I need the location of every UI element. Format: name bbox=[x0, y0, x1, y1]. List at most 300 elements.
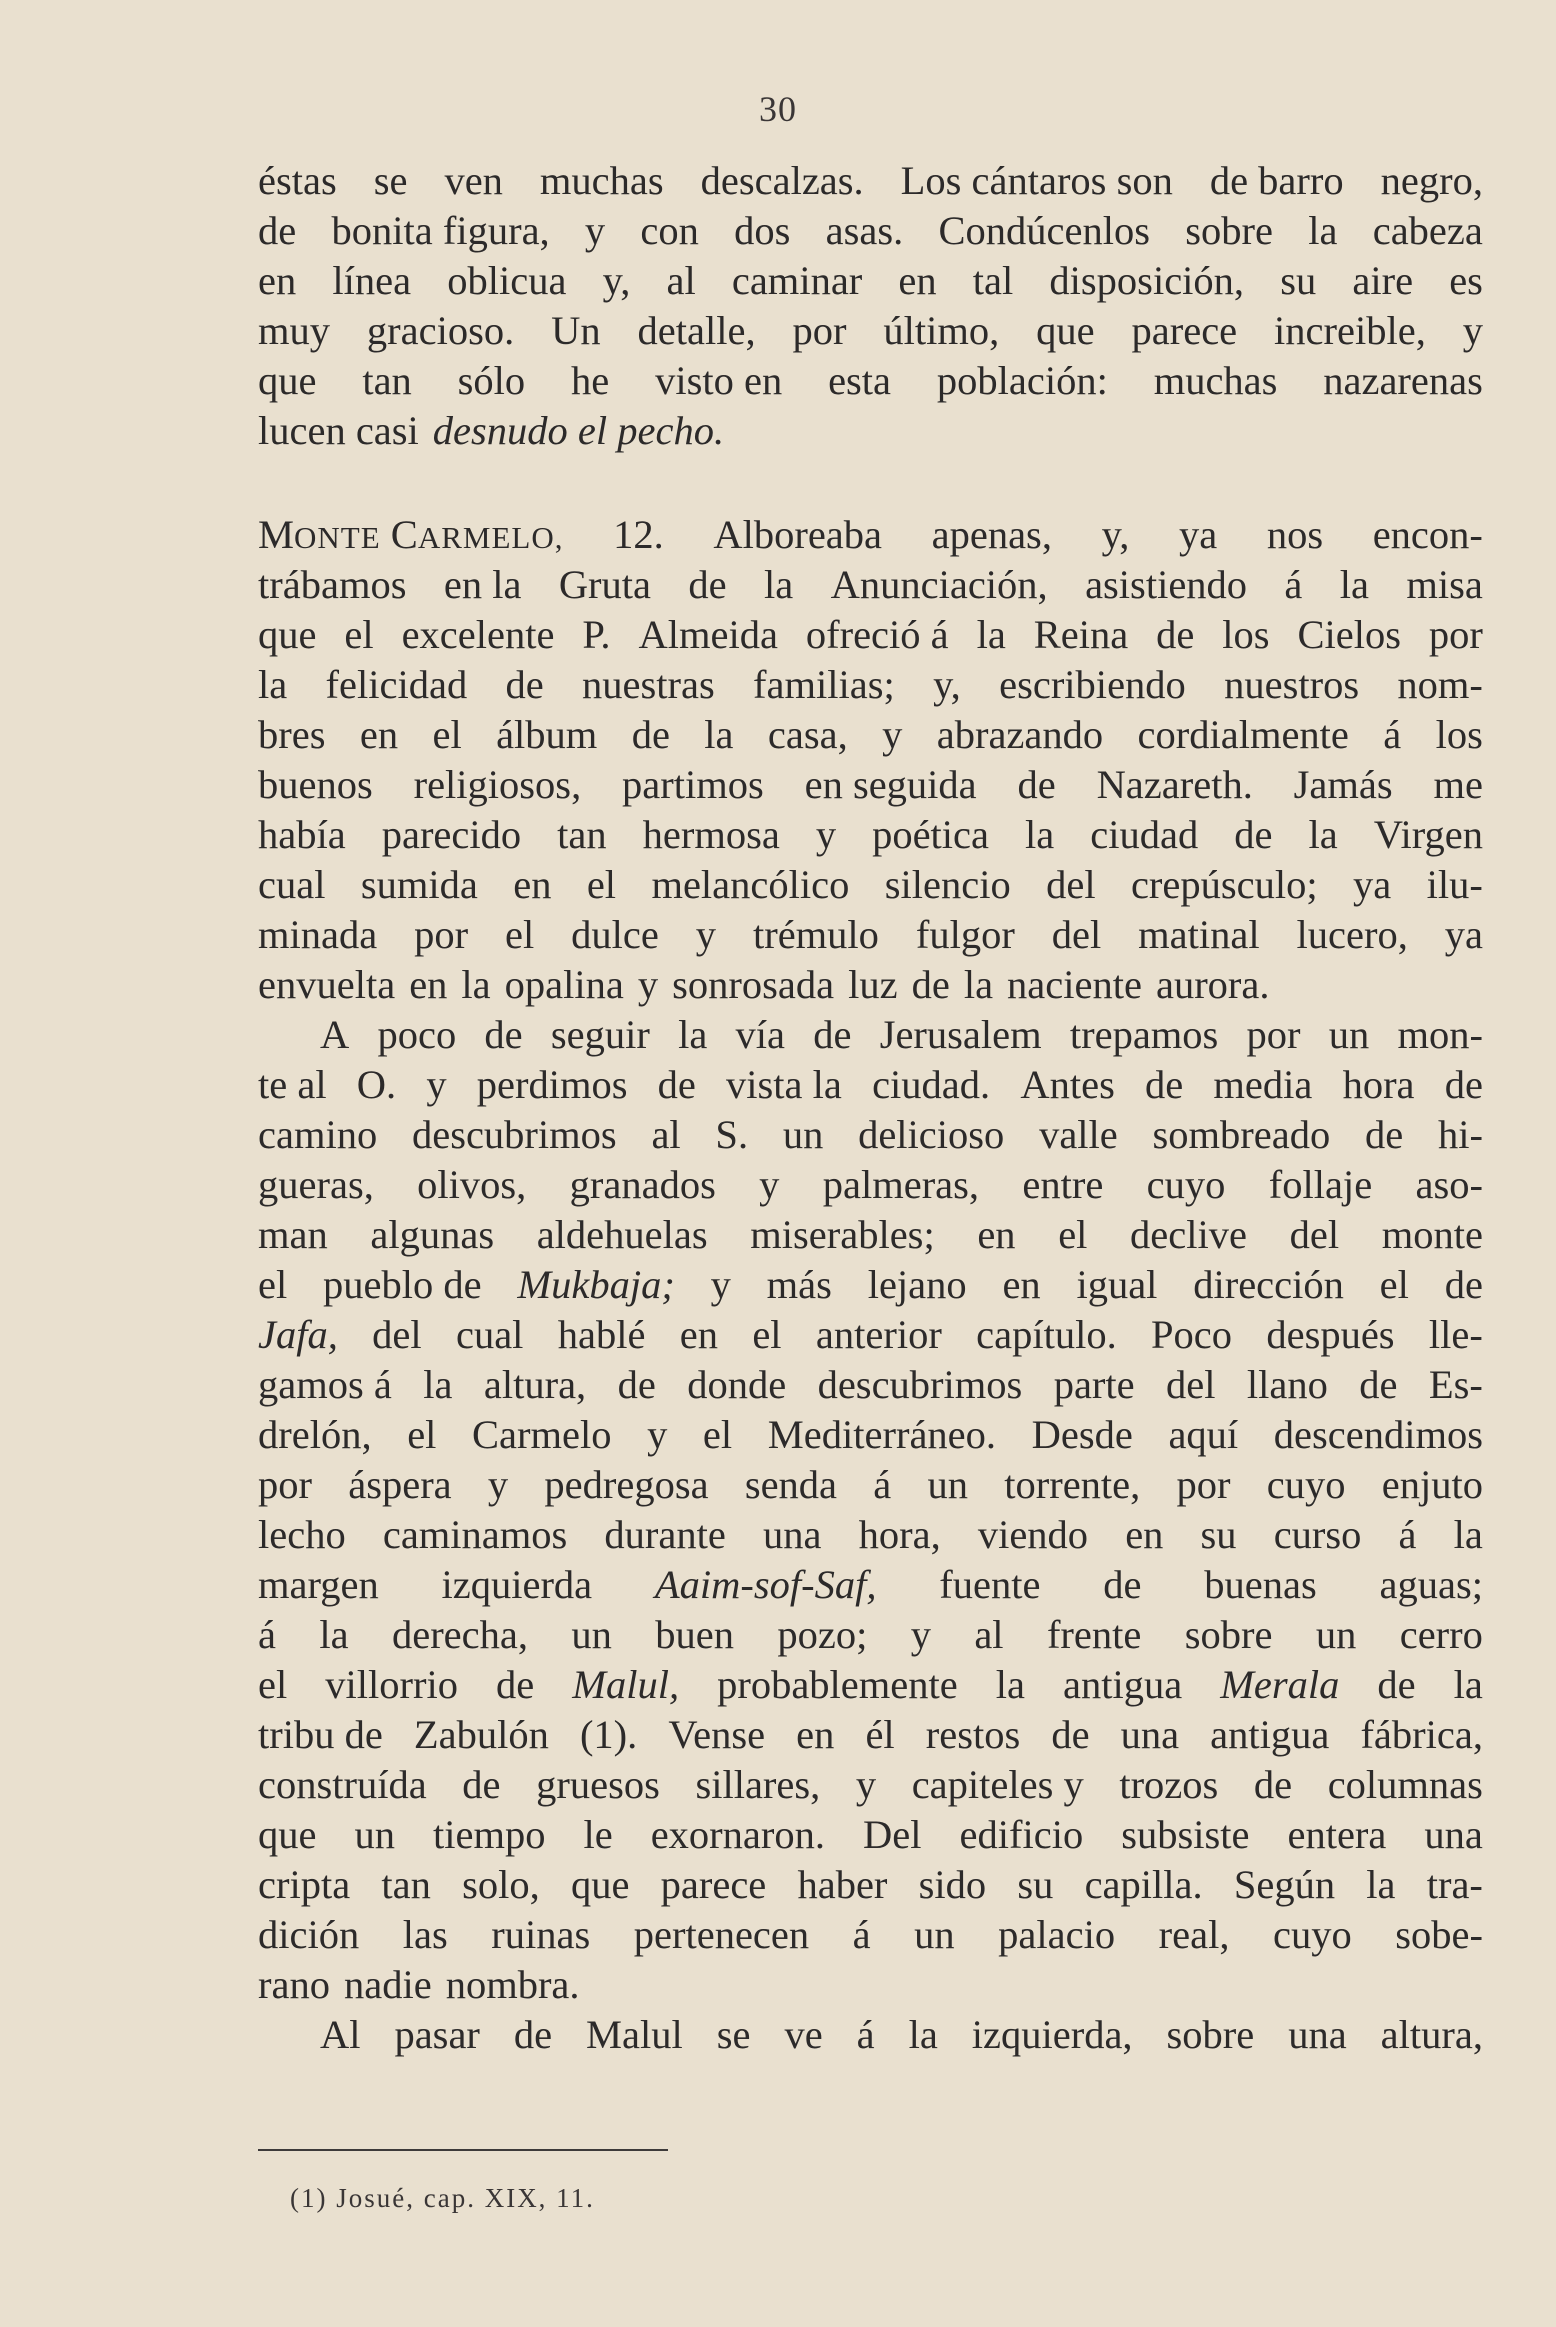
word: A bbox=[320, 1012, 350, 1057]
word: cordialmente bbox=[1137, 712, 1349, 757]
word: con bbox=[640, 208, 699, 253]
word: columnas bbox=[1327, 1762, 1483, 1807]
text-line bbox=[258, 1960, 1483, 2010]
word: margen bbox=[258, 1562, 379, 1607]
body-text bbox=[258, 156, 1483, 2060]
word: tan bbox=[362, 358, 412, 403]
word: entera bbox=[1287, 1812, 1387, 1857]
word: descubrimos bbox=[817, 1362, 1023, 1407]
word: un bbox=[1315, 1612, 1357, 1657]
word: y bbox=[815, 812, 837, 857]
word: parecido bbox=[381, 812, 522, 857]
word: en bbox=[796, 1712, 835, 1757]
word: del bbox=[372, 1312, 422, 1357]
word: trábamos bbox=[258, 562, 407, 607]
word: cuyo bbox=[1146, 1162, 1226, 1207]
word: Alboreaba bbox=[713, 512, 882, 557]
word: una bbox=[1120, 1712, 1180, 1757]
word: abrazando bbox=[936, 712, 1104, 757]
word: y bbox=[426, 1062, 447, 1107]
word: Mukbaja; bbox=[517, 1262, 675, 1307]
text-line bbox=[258, 660, 1483, 710]
footnote-divider bbox=[258, 2149, 668, 2151]
word: que bbox=[258, 1812, 317, 1857]
word: bres bbox=[258, 712, 326, 757]
text-line bbox=[258, 610, 1483, 660]
word: gamos á bbox=[258, 1362, 392, 1407]
word: la bbox=[1453, 1512, 1483, 1557]
text-line bbox=[258, 1460, 1483, 1510]
word: entre bbox=[1022, 1162, 1104, 1207]
text-line bbox=[258, 510, 1483, 560]
word: la bbox=[704, 712, 734, 757]
word: capítulo. bbox=[976, 1312, 1117, 1357]
word: por bbox=[258, 1462, 312, 1507]
text-line bbox=[258, 1410, 1483, 1460]
word: cuyo bbox=[1266, 1462, 1346, 1507]
word: de bbox=[505, 662, 544, 707]
word: curso bbox=[1273, 1512, 1362, 1557]
word: delicioso bbox=[858, 1112, 1005, 1157]
word: de bbox=[1444, 1062, 1483, 1107]
word: camino bbox=[258, 1112, 378, 1157]
word: la bbox=[995, 1662, 1025, 1707]
word: gueras, bbox=[258, 1162, 374, 1207]
word: á bbox=[1383, 712, 1402, 757]
word: y bbox=[637, 962, 659, 1007]
word: fulgor bbox=[915, 912, 1015, 957]
word: poética bbox=[872, 812, 990, 857]
word: 12. bbox=[613, 512, 664, 557]
word: familias; bbox=[753, 662, 895, 707]
word: del bbox=[1046, 862, 1096, 907]
word: seguir bbox=[550, 1012, 650, 1057]
word: partimos bbox=[622, 762, 764, 807]
word: trepamos bbox=[1069, 1012, 1219, 1057]
word: exornaron. bbox=[650, 1812, 826, 1857]
word: Antes bbox=[1020, 1062, 1115, 1107]
word: melancólico bbox=[651, 862, 850, 907]
word: el bbox=[1058, 1212, 1088, 1257]
word: izquierda, bbox=[971, 2012, 1133, 2057]
word: buenas bbox=[1204, 1562, 1317, 1607]
word: envuelta bbox=[258, 962, 396, 1007]
word: aguas; bbox=[1379, 1562, 1483, 1607]
word: hermosa bbox=[642, 812, 780, 857]
word: descubrimos bbox=[411, 1112, 617, 1157]
text-line bbox=[258, 1360, 1483, 1410]
word: aquí bbox=[1168, 1412, 1239, 1457]
text-line bbox=[258, 156, 1483, 206]
word: pozo; bbox=[777, 1612, 868, 1657]
word: P. bbox=[582, 612, 611, 657]
word: Cielos bbox=[1297, 612, 1401, 657]
word: y bbox=[695, 912, 717, 957]
word: monte bbox=[1381, 1212, 1483, 1257]
word: ya bbox=[1178, 512, 1218, 557]
word: Nazareth. bbox=[1096, 762, 1253, 807]
word: anterior bbox=[815, 1312, 942, 1357]
text-line bbox=[258, 2010, 1483, 2060]
word: él bbox=[865, 1712, 895, 1757]
word: izquierda bbox=[441, 1562, 593, 1607]
word: más bbox=[766, 1262, 832, 1307]
word: opalina bbox=[504, 962, 624, 1007]
word: Mediterráneo. bbox=[767, 1412, 997, 1457]
word: Almeida bbox=[638, 612, 778, 657]
word: la bbox=[976, 612, 1006, 657]
word: cuyo bbox=[1272, 1912, 1352, 1957]
word: de bbox=[1444, 1262, 1483, 1307]
word: nadie bbox=[343, 1962, 432, 2007]
word: después bbox=[1266, 1312, 1395, 1357]
word: en la bbox=[443, 562, 522, 607]
word: al bbox=[974, 1612, 1004, 1657]
word: á bbox=[873, 1462, 892, 1507]
word: por bbox=[792, 308, 847, 353]
word: hablé bbox=[557, 1312, 646, 1357]
word: (1). bbox=[579, 1712, 638, 1757]
word: he bbox=[571, 358, 610, 403]
word: por bbox=[1176, 1462, 1231, 1507]
word: cual bbox=[455, 1312, 524, 1357]
word: la bbox=[1308, 812, 1338, 857]
word: nombra. bbox=[445, 1962, 580, 2007]
word: pertenecen bbox=[633, 1912, 810, 1957]
word: media bbox=[1213, 1062, 1313, 1107]
word: silencio bbox=[884, 862, 1011, 907]
word: naciente bbox=[1007, 962, 1142, 1007]
word: la bbox=[423, 1362, 453, 1407]
text-line bbox=[258, 1610, 1483, 1660]
word: gracioso. bbox=[366, 308, 515, 353]
word: de bbox=[462, 1762, 501, 1807]
word: restos bbox=[925, 1712, 1021, 1757]
word: descalzas. bbox=[700, 158, 864, 203]
word: trémulo bbox=[752, 912, 879, 957]
word: hora, bbox=[858, 1512, 941, 1557]
word: Del bbox=[863, 1812, 922, 1857]
word: de bbox=[484, 1012, 523, 1057]
word: villorrio bbox=[325, 1662, 458, 1707]
word: su bbox=[1017, 1862, 1054, 1907]
word: la bbox=[908, 2012, 938, 2057]
word: la bbox=[963, 962, 994, 1007]
word: los bbox=[1222, 612, 1270, 657]
word: descendimos bbox=[1273, 1412, 1483, 1457]
word: olivos, bbox=[417, 1162, 527, 1207]
word: á bbox=[856, 2012, 875, 2057]
word: nuestras bbox=[582, 662, 715, 707]
word: ve bbox=[784, 2012, 823, 2057]
word: sobre bbox=[1166, 2012, 1255, 2057]
word: ya bbox=[1353, 862, 1392, 907]
word: y, bbox=[602, 258, 631, 303]
word: en bbox=[898, 258, 937, 303]
word: lucero, bbox=[1296, 912, 1408, 957]
word: por bbox=[1246, 1012, 1301, 1057]
word: de bbox=[513, 2012, 553, 2057]
word: álbum bbox=[496, 712, 598, 757]
word: Es- bbox=[1428, 1362, 1483, 1407]
word: sólo bbox=[457, 358, 526, 403]
word: la bbox=[1308, 208, 1338, 253]
word: trozos bbox=[1119, 1762, 1219, 1807]
word: el bbox=[407, 1412, 437, 1457]
word: tan bbox=[381, 1862, 431, 1907]
word: ruinas bbox=[491, 1912, 591, 1957]
word: su bbox=[1200, 1512, 1237, 1557]
word: ciudad bbox=[1090, 812, 1199, 857]
word: escribiendo bbox=[999, 662, 1186, 707]
word: la bbox=[1025, 812, 1055, 857]
word: éstas bbox=[258, 158, 337, 203]
word: derecha, bbox=[391, 1612, 528, 1657]
text-line bbox=[258, 1060, 1483, 1110]
text-line bbox=[258, 1860, 1483, 1910]
word: y, bbox=[1101, 512, 1130, 557]
word: y bbox=[910, 1612, 931, 1657]
word: edificio bbox=[959, 1812, 1084, 1857]
text-line bbox=[258, 1010, 1483, 1060]
text-line bbox=[258, 1310, 1483, 1360]
word: follaje bbox=[1268, 1162, 1373, 1207]
text-line bbox=[258, 1760, 1483, 1810]
word: de bbox=[688, 562, 727, 607]
word: Virgen bbox=[1373, 812, 1483, 857]
word: bonita figura, bbox=[331, 208, 550, 253]
word: último, bbox=[883, 308, 1000, 353]
word: le bbox=[583, 1812, 613, 1857]
word: lejano bbox=[867, 1262, 967, 1307]
word: esta bbox=[828, 358, 892, 403]
word: al bbox=[651, 1112, 681, 1157]
word: en bbox=[679, 1312, 719, 1357]
word: MONTE CARMELO, bbox=[258, 512, 564, 557]
word: torrente, bbox=[1004, 1462, 1141, 1507]
word: algunas bbox=[370, 1212, 495, 1257]
word: es bbox=[1449, 258, 1483, 303]
word: Condúcenlos bbox=[938, 208, 1151, 253]
word: apenas, bbox=[931, 512, 1052, 557]
word: declive bbox=[1130, 1212, 1247, 1257]
word: á bbox=[852, 1912, 871, 1957]
word: en seguida bbox=[804, 762, 977, 807]
text-line bbox=[258, 910, 1483, 960]
word: un bbox=[1328, 1012, 1370, 1057]
word: igual bbox=[1076, 1262, 1158, 1307]
word: Vense bbox=[668, 1712, 766, 1757]
word: á bbox=[1398, 1512, 1417, 1557]
word: luz bbox=[848, 962, 898, 1007]
word: increible, bbox=[1274, 308, 1426, 353]
word: y bbox=[584, 208, 606, 253]
word: y bbox=[487, 1462, 509, 1507]
word: del bbox=[1166, 1362, 1216, 1407]
word: de bbox=[631, 712, 670, 757]
word: Los cántaros son bbox=[900, 158, 1173, 203]
word: Un bbox=[551, 308, 601, 353]
word: y bbox=[855, 1762, 877, 1807]
word: construída bbox=[258, 1762, 427, 1807]
text-line bbox=[258, 256, 1483, 306]
word: fábrica, bbox=[1360, 1712, 1483, 1757]
text-line bbox=[258, 810, 1483, 860]
word: en bbox=[258, 258, 297, 303]
text-line bbox=[258, 1560, 1483, 1610]
text-line bbox=[258, 1260, 1483, 1310]
word: sobe- bbox=[1395, 1912, 1483, 1957]
text-line bbox=[258, 1160, 1483, 1210]
word: Reina bbox=[1033, 612, 1129, 657]
word: buenos bbox=[258, 762, 373, 807]
word: S. bbox=[715, 1112, 749, 1157]
word: la bbox=[461, 962, 491, 1007]
word: cual bbox=[258, 862, 326, 907]
word: por bbox=[1428, 612, 1483, 657]
word: y bbox=[710, 1262, 731, 1307]
word: frente bbox=[1046, 1612, 1142, 1657]
word: lle- bbox=[1428, 1312, 1483, 1357]
word: un bbox=[914, 1912, 955, 1957]
word: oblicua bbox=[447, 258, 567, 303]
word: Zabulón bbox=[413, 1712, 549, 1757]
word: caminar bbox=[731, 258, 863, 303]
word: y bbox=[759, 1162, 780, 1207]
word: minada bbox=[258, 912, 378, 957]
word: el bbox=[702, 1412, 733, 1457]
word: nuestros bbox=[1224, 662, 1360, 707]
word: que bbox=[258, 358, 317, 403]
word: granados bbox=[569, 1162, 716, 1207]
word: solo, bbox=[462, 1862, 540, 1907]
word: la bbox=[1339, 562, 1370, 607]
word: un bbox=[782, 1112, 824, 1157]
word: fuente bbox=[939, 1562, 1041, 1607]
word: vista la bbox=[726, 1062, 842, 1107]
word: lucen casi bbox=[258, 408, 419, 453]
word: que bbox=[1036, 308, 1095, 353]
word: ven bbox=[444, 158, 503, 203]
word: subsiste bbox=[1121, 1812, 1250, 1857]
text-line bbox=[258, 710, 1483, 760]
word: de bbox=[1364, 1112, 1404, 1157]
word: valle bbox=[1039, 1112, 1118, 1157]
word: parece bbox=[1131, 308, 1238, 353]
word: población: bbox=[936, 358, 1108, 403]
word: antigua bbox=[1062, 1662, 1183, 1707]
word: Al bbox=[320, 2012, 361, 2057]
word: mon- bbox=[1397, 1012, 1483, 1057]
word: real, bbox=[1158, 1912, 1230, 1957]
word: en bbox=[1125, 1512, 1164, 1557]
word: las bbox=[402, 1912, 448, 1957]
word: desnudo el pecho. bbox=[432, 408, 725, 453]
word: palacio bbox=[998, 1912, 1116, 1957]
word: tiempo bbox=[432, 1812, 546, 1857]
word: aso- bbox=[1415, 1162, 1483, 1207]
word: casa, bbox=[767, 712, 848, 757]
word: Jamás bbox=[1293, 762, 1393, 807]
word: Desde bbox=[1031, 1412, 1133, 1457]
word: se bbox=[716, 2012, 751, 2057]
word: en bbox=[359, 712, 399, 757]
word: lecho bbox=[258, 1512, 346, 1557]
word: crepúsculo; bbox=[1130, 862, 1318, 907]
word: línea bbox=[332, 258, 412, 303]
word: y bbox=[647, 1412, 668, 1457]
word: del bbox=[1051, 912, 1102, 957]
word: en bbox=[977, 1212, 1016, 1257]
word: Gruta bbox=[558, 562, 652, 607]
word: y, bbox=[933, 662, 961, 707]
word: negro, bbox=[1380, 158, 1483, 203]
text-line bbox=[258, 860, 1483, 910]
word: del bbox=[1289, 1212, 1340, 1257]
word: pueblo de bbox=[323, 1262, 482, 1307]
word: de bbox=[813, 1012, 852, 1057]
word: Aaim-sof-Saf, bbox=[654, 1562, 877, 1607]
word: que bbox=[570, 1862, 630, 1907]
text-line bbox=[258, 560, 1483, 610]
word: dos bbox=[734, 208, 791, 253]
footnote: (1) Josué, cap. XIX, 11. bbox=[290, 2183, 595, 2213]
word: cripta bbox=[258, 1862, 351, 1907]
word: man bbox=[258, 1212, 328, 1257]
word: la bbox=[764, 562, 794, 607]
word: de bbox=[1377, 1662, 1416, 1707]
word: de bbox=[1145, 1062, 1184, 1107]
word: misa bbox=[1406, 562, 1483, 607]
word: Jerusalem bbox=[879, 1012, 1042, 1057]
word: una bbox=[1424, 1812, 1483, 1857]
word: senda bbox=[744, 1462, 838, 1507]
word: viendo bbox=[977, 1512, 1089, 1557]
word: pedregosa bbox=[544, 1462, 709, 1507]
word: sobre bbox=[1185, 208, 1273, 253]
word: en bbox=[513, 862, 552, 907]
word: un bbox=[571, 1612, 612, 1657]
word: dulce bbox=[571, 912, 659, 957]
word: el bbox=[752, 1312, 782, 1357]
word: de bbox=[495, 1662, 535, 1707]
word: altura, bbox=[1380, 2012, 1483, 2057]
word: visto en bbox=[655, 358, 783, 403]
word: tal bbox=[972, 258, 1014, 303]
word: el bbox=[258, 1662, 288, 1707]
text-line bbox=[258, 1910, 1483, 1960]
text-line bbox=[258, 1110, 1483, 1160]
word: la bbox=[319, 1612, 349, 1657]
word: me bbox=[1433, 762, 1483, 807]
word: te al bbox=[258, 1062, 327, 1107]
word: perdimos bbox=[476, 1062, 628, 1107]
word: sombreado bbox=[1152, 1112, 1331, 1157]
word: sido bbox=[918, 1862, 987, 1907]
word: de bbox=[1156, 612, 1195, 657]
word: encon- bbox=[1372, 512, 1483, 557]
word: felicidad bbox=[325, 662, 468, 707]
word: aire bbox=[1352, 258, 1414, 303]
word: parte bbox=[1053, 1362, 1135, 1407]
text-line bbox=[258, 306, 1483, 356]
word: de bbox=[657, 1062, 696, 1107]
word: áspera bbox=[348, 1462, 452, 1507]
word: buen bbox=[655, 1612, 734, 1657]
word: de bbox=[911, 962, 950, 1007]
word: pasar bbox=[394, 2012, 480, 2057]
word: cerro bbox=[1399, 1612, 1483, 1657]
